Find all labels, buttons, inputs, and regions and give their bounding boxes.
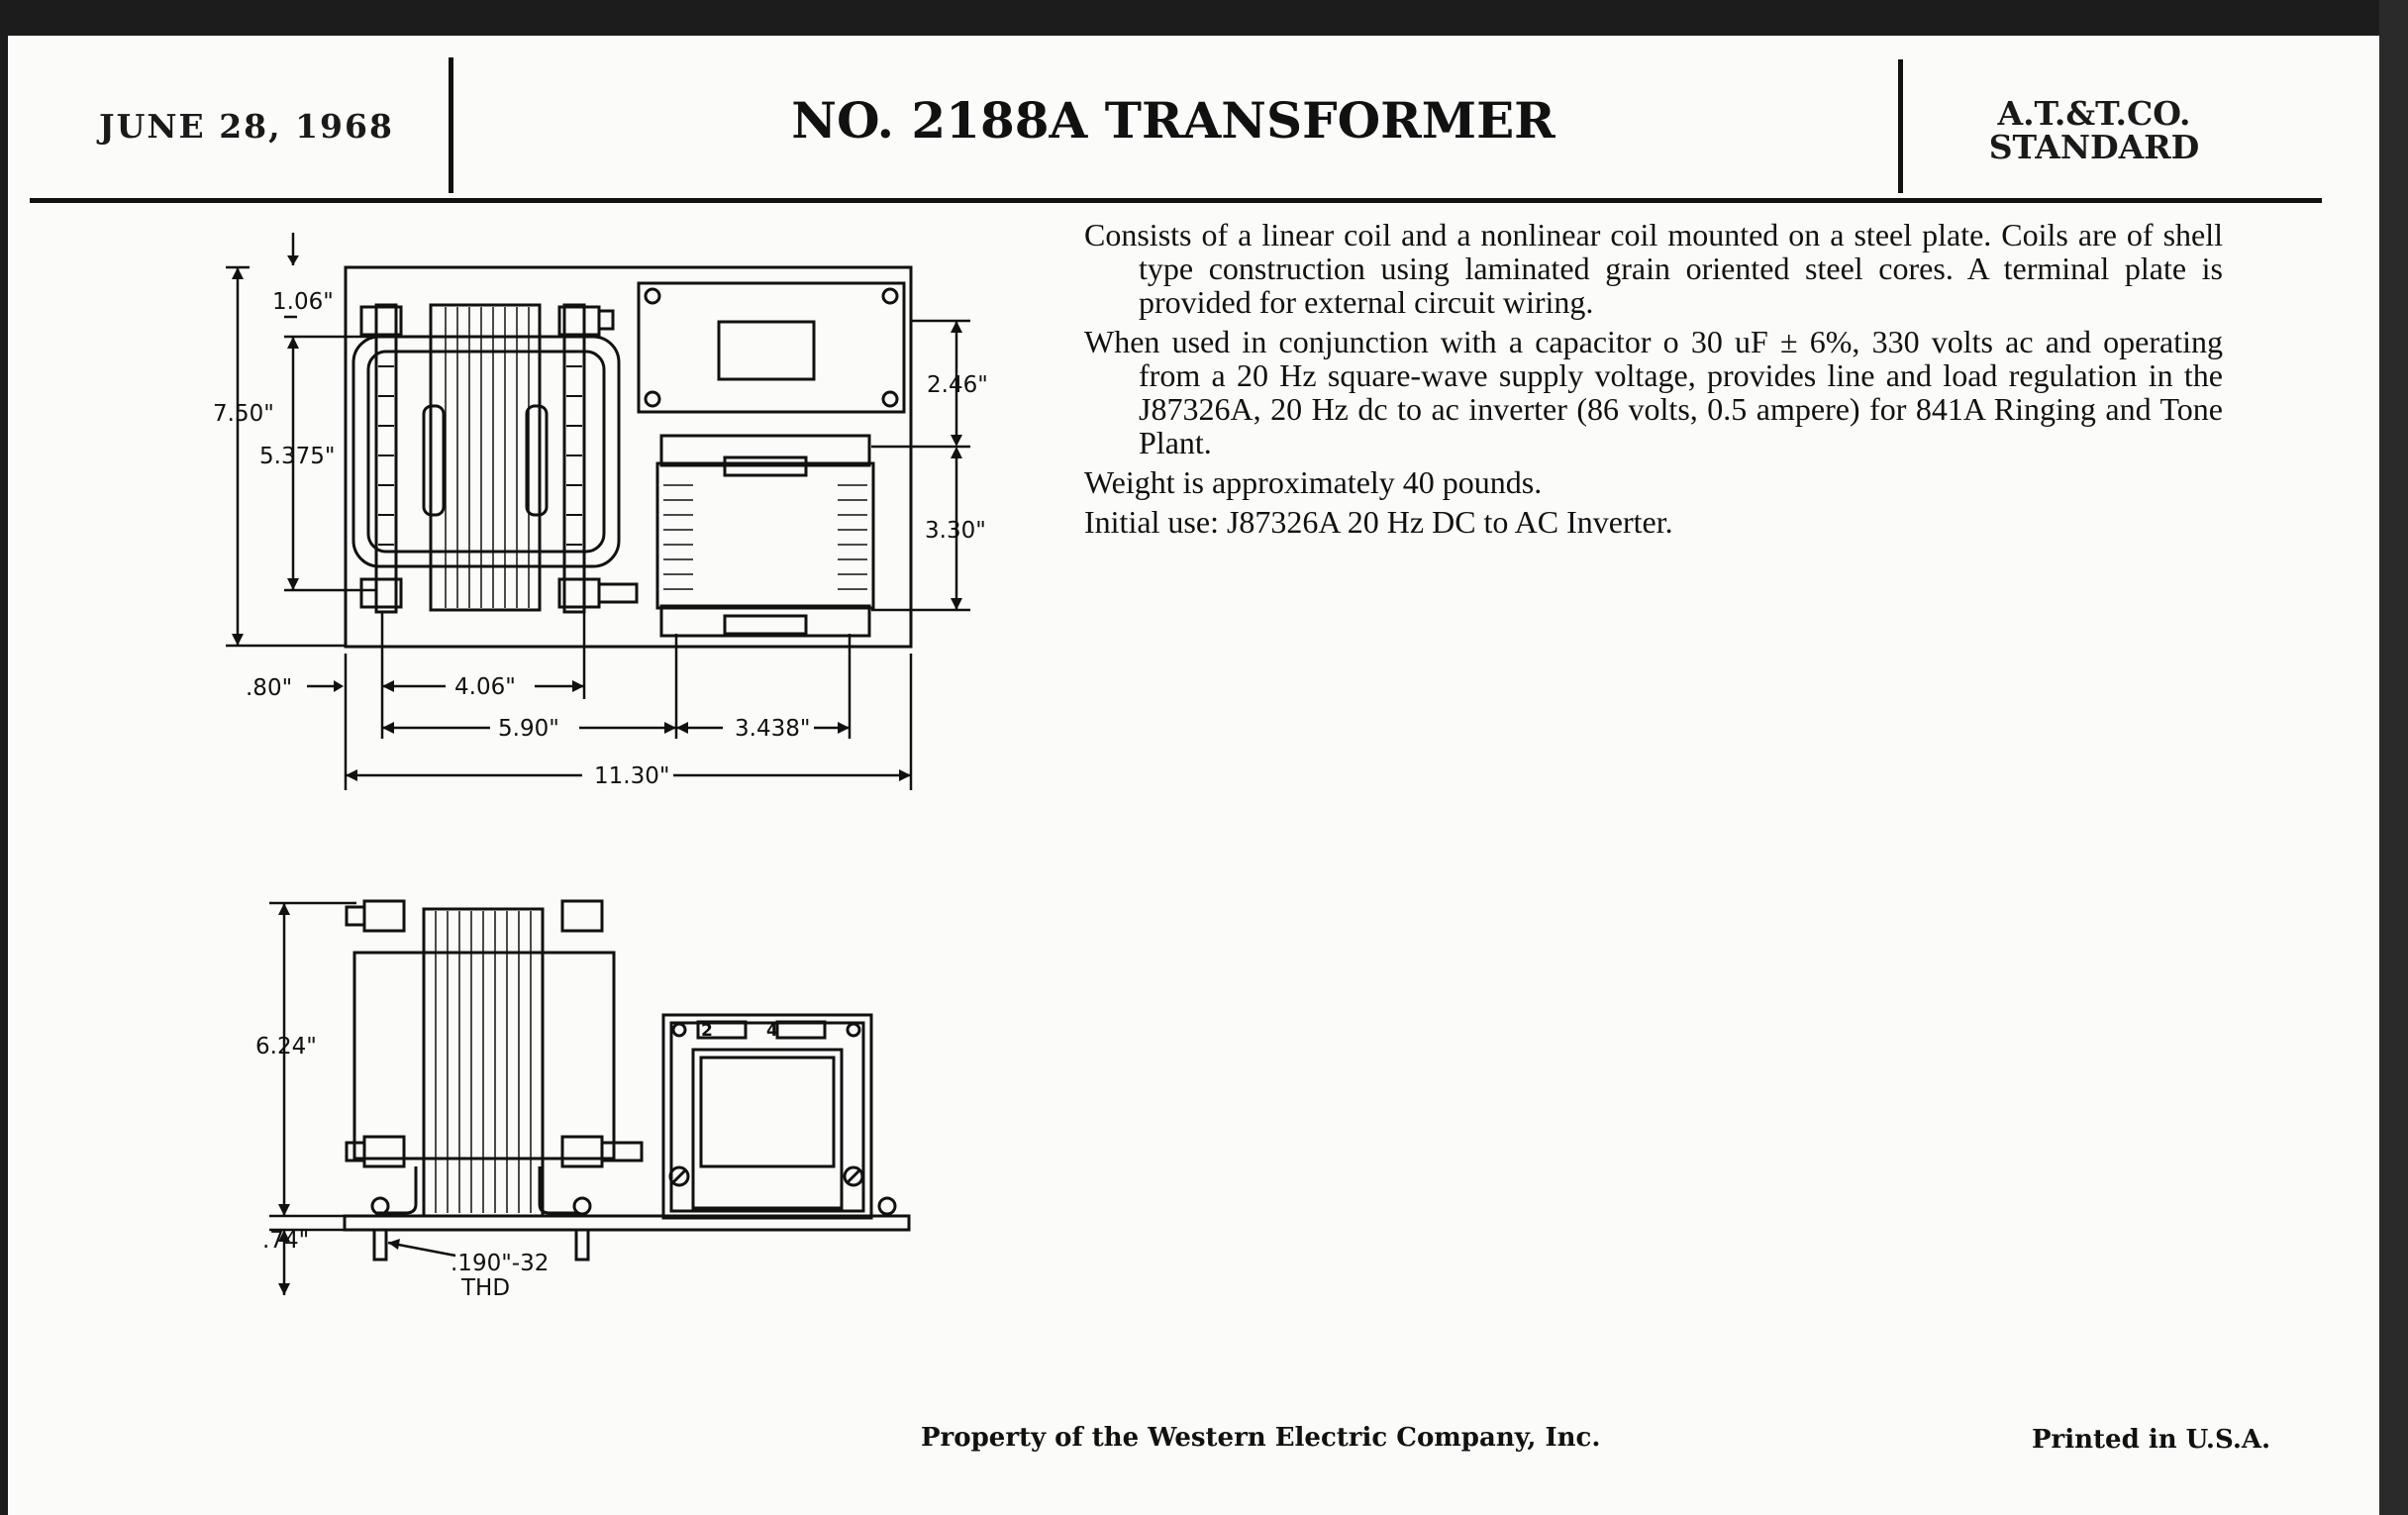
dim-0-80: .80"	[246, 675, 293, 701]
property-notice: Property of the Western Electric Company, Inc.	[921, 1423, 1601, 1453]
dim-4-06: 4.06"	[454, 674, 516, 700]
dim-7-50: 7.50"	[213, 401, 274, 427]
dim-6-24: 6.24"	[255, 1034, 317, 1060]
issue-date: JUNE 28, 1968	[99, 107, 394, 146]
dim-5-375: 5.375"	[259, 444, 336, 469]
description-paragraph: Weight is approximately 40 pounds.	[1084, 464, 1543, 500]
standard-label	[1911, 94, 2277, 166]
linear-coil-side	[354, 953, 614, 1159]
standard-line-1: A.T.&T.CO.	[1997, 94, 2191, 133]
dim-1-06: 1.06"	[272, 289, 334, 315]
dim-2-46: 2.46"	[927, 372, 988, 398]
terminal-4-label: 4	[766, 1021, 778, 1041]
dim-3-438: 3.438"	[735, 716, 811, 742]
thread-spec-thd: THD	[461, 1275, 511, 1301]
description-paragraph: When used in conjunction with a capacitor o 30 uF ± 6%, 330 volts ac and operating from a 20 Hz square-wave supply voltage, provides line and load regulation in the J87326A, 20 Hz dc to ac inverter (86 volts, 0.5 ampere) for 841A Ringing and Tone Plant.	[1084, 324, 2223, 460]
description	[1084, 218, 2223, 545]
top-view-drawing	[0, 0, 1040, 812]
description-paragraph: Consists of a linear coil and a nonlinear coil mounted on a steel plate. Coils are of shell type construction using laminated grain oriented steel cores. A terminal plate is provided for external circuit wiring.	[1084, 217, 2223, 320]
description-paragraph: Initial use: J87326A 20 Hz DC to AC Inverter.	[1084, 504, 1673, 540]
thread-spec: .190"-32	[451, 1251, 550, 1276]
dim-3-30: 3.30"	[925, 518, 986, 544]
dim-0-74: .74"	[262, 1228, 310, 1254]
header-divider-right	[1898, 59, 1903, 193]
dim-11-30: 11.30"	[594, 763, 670, 789]
linear-coil-frame	[353, 337, 619, 566]
printed-in-label: Printed in U.S.A.	[2032, 1425, 2271, 1455]
terminal-2-label: 2	[701, 1021, 713, 1041]
dim-5-90: 5.90"	[498, 716, 559, 742]
page-title: NO. 2188A TRANSFORMER	[791, 91, 1555, 150]
scan-edge	[2379, 0, 2408, 1515]
standard-line-2: STANDARD	[1988, 128, 2200, 166]
side-view-drawing	[0, 871, 990, 1317]
terminal-plate	[639, 283, 904, 412]
